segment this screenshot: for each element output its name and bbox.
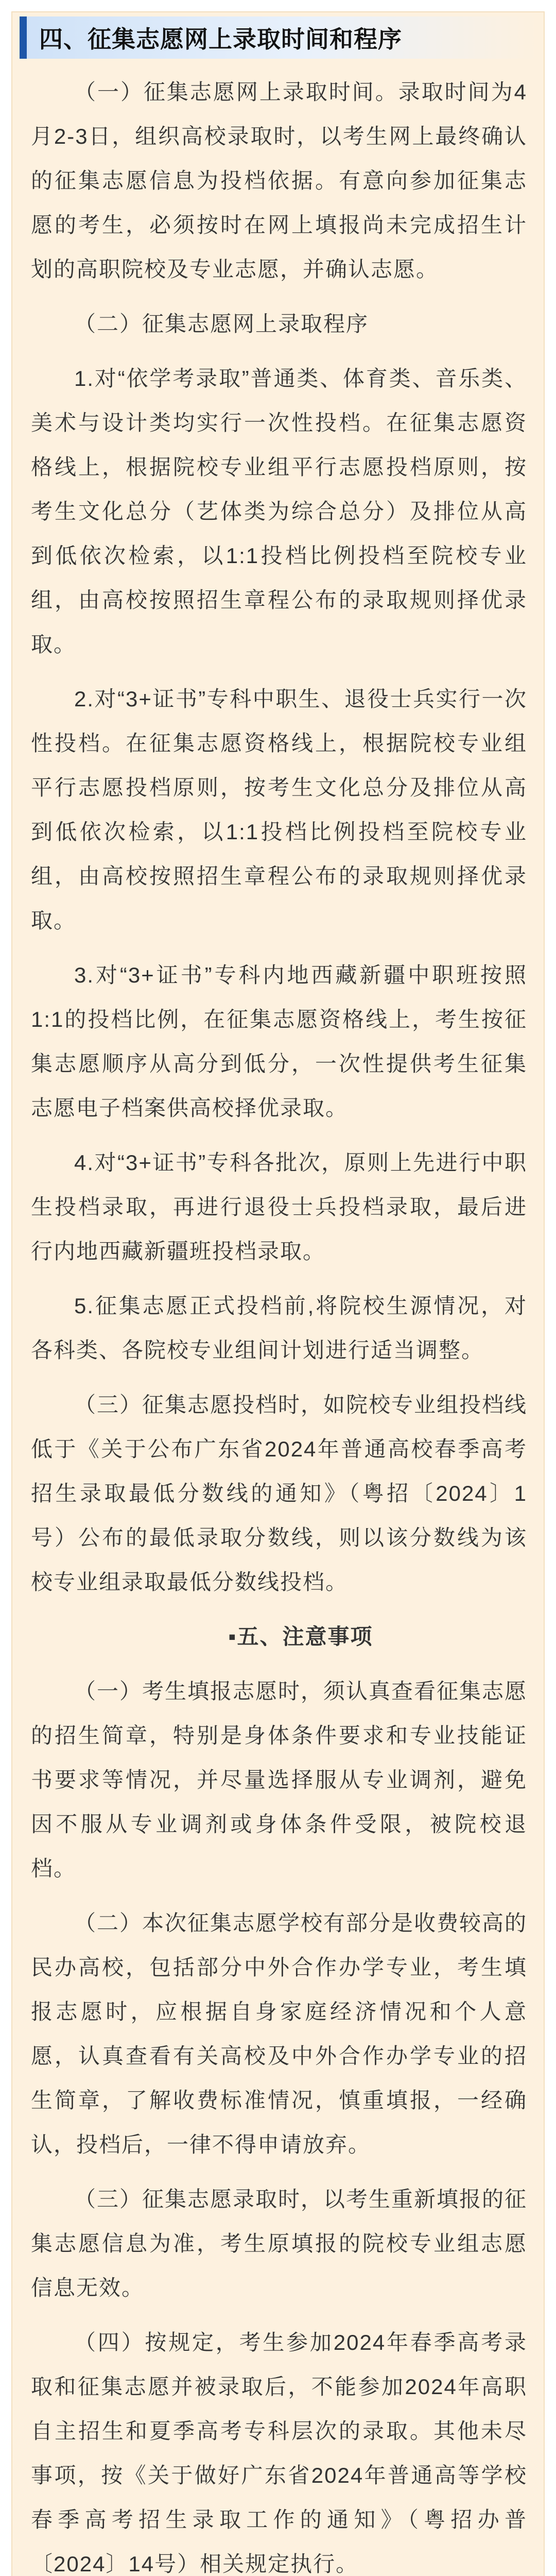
paragraph-part3: （三）征集志愿投档时，如院校专业组投档线低于《关于公布广东省2024年普通高校春季高考招生录取最低分数线的通知》（粤招〔2024〕1号）公布的最低录取分数线，则以该分数线为该校专业组录取最低分数线投档。 (31, 1393, 528, 1594)
paragraph-part2-item-4: 4.对“3+证书”专科各批次，原则上先进行中职生投档录取，再进行退役士兵投档录取，最后进行内地西藏新疆班投档录取。 (31, 1150, 527, 1263)
section-heading (20, 16, 537, 59)
article-body (31, 70, 527, 2576)
note-1: （一）考生填报志愿时，须认真查看征集志愿的招生简章，特别是身体条件要求和专业技能证书要求等情况，并尽量选择服从专业调剂，避免因不服从专业调剂或身体条件受限，被院校退档。 (31, 1679, 528, 1880)
paragraph-part1: （一）征集志愿网上录取时间。录取时间为4月2-3日，组织高校录取时，以考生网上最终确认的征集志愿信息为投档依据。有意向参加征集志愿的考生，必须按时在网上填报尚未完成招生计划的高职院校及专业志愿，并确认志愿。 (31, 80, 527, 281)
bullet-dot-icon: ▪ (228, 1624, 237, 1649)
paragraph-part2-item-5: 5.征集志愿正式投档前,将院校生源情况，对各科类、各院校专业组间计划进行适当调整。 (31, 1294, 527, 1362)
note-3: （三）征集志愿录取时，以考生重新填报的征集志愿信息为准，考生原填报的院校专业组志愿信息无效。 (31, 2187, 528, 2300)
section5-title: 五、注意事项 (237, 1624, 373, 1649)
paragraph-part2-title: （二）征集志愿网上录取程序 (74, 312, 369, 336)
article-card (11, 11, 545, 2576)
section5-heading (31, 1615, 527, 1659)
note-4: （四）按规定，考生参加2024年春季高考录取和征集志愿并被录取后，不能参加2024年高职自主招生和夏季高考专科层次的录取。其他未尽事项，按《关于做好广东省2024年普通高等学校春季高考招生录取工作的通知》（粤招办普〔2024〕14号）相关规定执行。 (31, 2330, 527, 2576)
paragraph-part2-item-1: 1.对“依学考录取”普通类、体育类、音乐类、美术与设计类均实行一次性投档。在征集志愿资格线上，根据院校专业组平行志愿投档原则，按考生文化总分（艺体类为综合总分）及排位从高到低依次检索，以1:1投档比例投档至院校专业组，由高校按照招生章程公布的录取规则择优录取。 (31, 366, 527, 656)
section-title: 四、征集志愿网上录取时间和程序 (20, 16, 537, 59)
note-2: （二）本次征集志愿学校有部分是收费较高的民办高校，包括部分中外合作办学专业，考生填报志愿时，应根据自身家庭经济情况和个人意愿，认真查看有关高校及中外合作办学专业的招生简章，了解收费标准情况，慎重填报，一经确认，投档后，一律不得申请放弃。 (31, 1911, 528, 2157)
paragraph-part2-item-3: 3.对“3+证书”专科内地西藏新疆中职班按照1:1的投档比例，在征集志愿资格线上，考生按征集志愿顺序从高分到低分，一次性提供考生征集志愿电子档案供高校择优录取。 (31, 963, 527, 1120)
paragraph-part2-item-2: 2.对“3+证书”专科中职生、退役士兵实行一次性投档。在征集志愿资格线上，根据院校专业组平行志愿投档原则，按考生文化总分及排位从高到低依次检索，以1:1投档比例投档至院校专业组，由高校按照招生章程公布的录取规则择优录取。 (31, 687, 527, 933)
